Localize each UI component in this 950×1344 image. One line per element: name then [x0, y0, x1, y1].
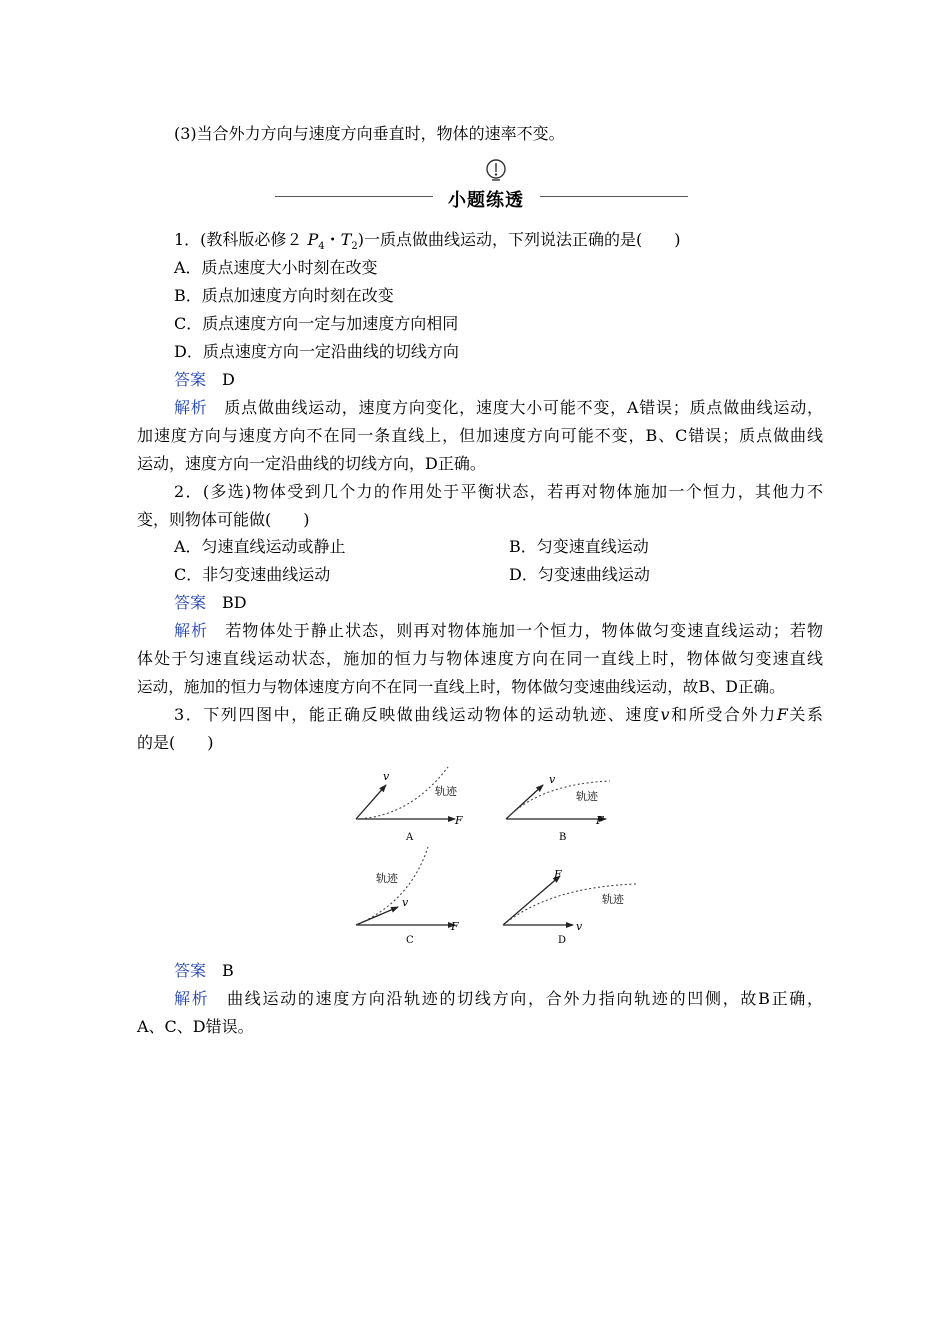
figure-d-f-label: F	[554, 868, 562, 881]
q2-analysis-line-2: 体处于匀速直线运动状态，施加的恒力与物体速度方向在同一直线上时，物体做匀变速直线	[137, 649, 823, 668]
q2-stem-line-1: 2．(多选)物体受到几个力的作用处于平衡状态，若再对物体施加一个恒力，其他力不	[174, 482, 823, 501]
figure-d-v-label: v	[576, 920, 583, 933]
figure-c-v-label: v	[402, 896, 409, 909]
figure-d-force-arrow	[503, 876, 560, 925]
q1-option-d: D．质点速度方向一定沿曲线的切线方向	[174, 342, 459, 361]
q1-option-a: A．质点速度大小时刻在改变	[174, 258, 378, 277]
figure-a	[356, 767, 463, 843]
q1-answer: 答案 D	[174, 370, 235, 389]
q3-answer: 答案 B	[174, 961, 234, 980]
q2-option-c: C．非匀变速曲线运动	[174, 565, 331, 584]
figure-c-caption: C	[406, 935, 414, 946]
figure-b	[506, 773, 610, 843]
figure-c-trajectory	[356, 847, 428, 925]
q3-stem-line-1: 3．下列四图中，能正确反映做曲线运动物体的运动轨迹、速度v和所受合外力F关系	[174, 705, 823, 724]
q3-figure	[340, 762, 640, 952]
q1-analysis-line-3: 运动，速度方向一定沿曲线的切线方向，D正确。	[137, 454, 486, 473]
header-rule-left	[275, 196, 433, 197]
q2-answer: 答案 BD	[174, 593, 247, 612]
q1-option-b: B．质点加速度方向时刻在改变	[174, 286, 394, 305]
header-rule-right	[540, 196, 688, 197]
figure-b-f-label: F	[596, 814, 604, 827]
figure-c-f-label: F	[451, 920, 459, 933]
figure-b-caption: B	[559, 832, 567, 843]
section-title: 小题练透	[448, 190, 524, 211]
bulb-icon	[484, 158, 508, 184]
q3-stem-line-2: 的是( )	[137, 733, 214, 752]
figure-c-track-label: 轨迹	[376, 872, 398, 885]
figure-b-velocity-arrow	[506, 785, 543, 819]
figure-d-caption: D	[558, 935, 567, 946]
q2-option-a: A．匀速直线运动或静止	[174, 537, 346, 556]
q1-stem: 1．(教科版必修２ $P_4$・$T_2$)一质点做曲线运动，下列说法正确的是( )	[174, 230, 681, 253]
q3-analysis-line-1: 解析 曲线运动的速度方向沿轨迹的切线方向，合外力指向轨迹的凹侧，故B正确，	[174, 989, 823, 1008]
figure-b-v-label: v	[549, 773, 556, 786]
intro-text: (3)当合外力方向与速度方向垂直时，物体的速率不变。	[174, 124, 565, 143]
q1-option-c: C．质点速度方向一定与加速度方向相同	[174, 314, 459, 333]
figure-c-velocity-arrow	[356, 907, 398, 925]
figure-a-caption: A	[406, 832, 414, 843]
q3-analysis-line-2: A、C、D错误。	[137, 1017, 254, 1036]
figure-b-track-label: 轨迹	[576, 790, 598, 803]
figure-a-f-label: F	[455, 814, 463, 827]
q2-stem-line-2: 变，则物体可能做( )	[137, 510, 310, 529]
figure-a-velocity-arrow	[356, 785, 386, 819]
figure-d	[503, 868, 636, 946]
figure-c	[356, 847, 459, 946]
figure-d-track-label: 轨迹	[602, 893, 624, 906]
q2-analysis-line-3: 运动，施加的恒力与物体速度方向不在同一直线上时，物体做匀变速曲线运动，故B、D正确。	[137, 678, 785, 696]
q2-analysis-line-1: 解析 若物体处于静止状态，则再对物体施加一个恒力，物体做匀变速直线运动；若物	[174, 621, 823, 640]
q2-option-b: B．匀变速直线运动	[509, 537, 649, 556]
q2-option-d: D．匀变速曲线运动	[509, 565, 650, 584]
figure-a-v-label: v	[383, 770, 390, 783]
q1-analysis-line-1: 解析 质点做曲线运动，速度方向变化，速度大小可能不变，A错误；质点做曲线运动，	[174, 398, 823, 417]
q1-analysis-line-2: 加速度方向与速度方向不在同一条直线上，但加速度方向可能不变，B、C错误；质点做曲线	[137, 426, 823, 445]
figure-a-track-label: 轨迹	[435, 785, 457, 798]
